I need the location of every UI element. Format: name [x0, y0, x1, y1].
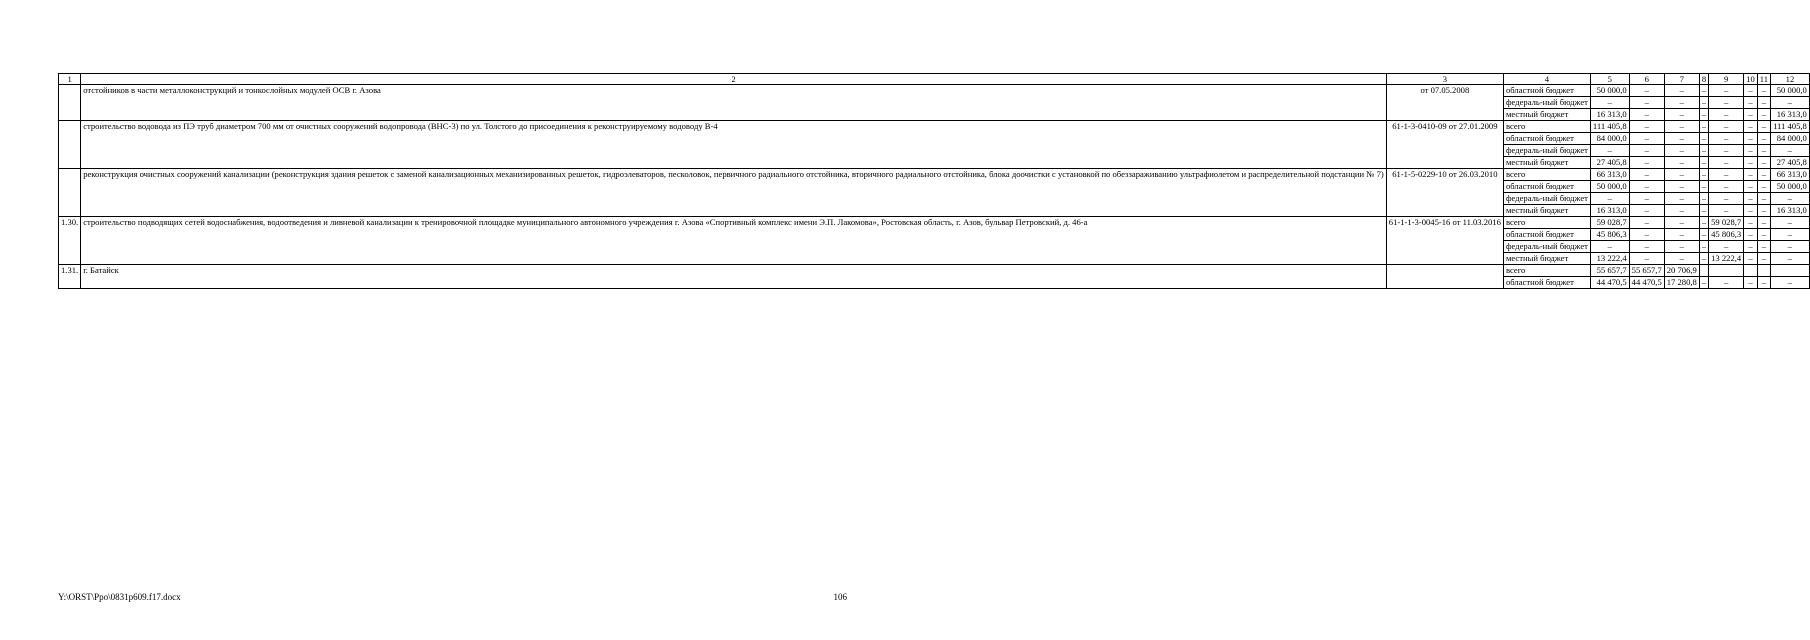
funding-source: областной бюджет	[1503, 133, 1590, 145]
amount-cell: 13 222,4	[1709, 253, 1744, 265]
amount-cell: 16 313,0	[1590, 205, 1629, 217]
amount-cell: –	[1744, 133, 1758, 145]
amount-cell: –	[1757, 157, 1770, 169]
column-header: 6	[1629, 74, 1664, 85]
amount-cell: –	[1664, 181, 1699, 193]
amount-cell: –	[1744, 217, 1758, 229]
project-code: 61-1-5-0229-10 от 26.03.2010	[1386, 169, 1503, 217]
amount-cell: 16 313,0	[1771, 109, 1810, 121]
funding-source: федераль-ный бюджет	[1503, 241, 1590, 253]
amount-cell: –	[1629, 121, 1664, 133]
amount-cell: 59 028,7	[1709, 217, 1744, 229]
amount-cell: –	[1629, 193, 1664, 205]
amount-cell	[1744, 265, 1758, 277]
amount-cell: –	[1744, 97, 1758, 109]
amount-cell: 84 000,0	[1590, 133, 1629, 145]
amount-cell: –	[1699, 85, 1708, 97]
funding-source: местный бюджет	[1503, 157, 1590, 169]
amount-cell: –	[1629, 157, 1664, 169]
amount-cell: –	[1629, 217, 1664, 229]
column-header: 12	[1771, 74, 1810, 85]
amount-cell: 16 313,0	[1590, 109, 1629, 121]
column-header: 5	[1590, 74, 1629, 85]
amount-cell: –	[1744, 145, 1758, 157]
funding-source: всего	[1503, 121, 1590, 133]
amount-cell: –	[1771, 229, 1810, 241]
column-header: 9	[1709, 74, 1744, 85]
amount-cell: 27 405,8	[1590, 157, 1629, 169]
amount-cell: –	[1629, 241, 1664, 253]
amount-cell: 16 313,0	[1771, 205, 1810, 217]
amount-cell: 84 000,0	[1771, 133, 1810, 145]
project-code: 61-1-1-3-0045-16 от 11.03.2016	[1386, 217, 1503, 265]
row-index	[59, 169, 81, 217]
amount-cell: –	[1699, 145, 1708, 157]
project-code: 61-1-3-0410-09 от 27.01.2009	[1386, 121, 1503, 169]
funding-source: федераль-ный бюджет	[1503, 145, 1590, 157]
project-description: строительство подводящих сетей водоснабжения, водоотведения и ливневой канализации к тренировочной площадке муниципального автономного учреждения г. Азова «Спортивный комплекс имени Э.П. Лакомова», Ростовская область, г. Азов, бульвар Петровский, д. 46-а	[81, 217, 1387, 265]
amount-cell: 17 280,8	[1664, 277, 1699, 289]
amount-cell: –	[1744, 193, 1758, 205]
amount-cell: –	[1629, 109, 1664, 121]
amount-cell: –	[1709, 169, 1744, 181]
amount-cell: –	[1709, 109, 1744, 121]
amount-cell: –	[1699, 133, 1708, 145]
amount-cell: –	[1757, 193, 1770, 205]
amount-cell: –	[1699, 277, 1708, 289]
amount-cell: –	[1744, 241, 1758, 253]
amount-cell: –	[1771, 241, 1810, 253]
amount-cell: –	[1771, 217, 1810, 229]
amount-cell: –	[1771, 145, 1810, 157]
amount-cell: –	[1744, 121, 1758, 133]
funding-source: федераль-ный бюджет	[1503, 97, 1590, 109]
amount-cell: 66 313,0	[1771, 169, 1810, 181]
amount-cell: –	[1757, 277, 1770, 289]
amount-cell	[1699, 265, 1708, 277]
project-description: реконструкция очистных сооружений канализации (реконструкция здания решеток с заменой канализационных механизированных решеток, гидроэлеваторов, песколовок, первичного радиального отстойника, вторичного радиального отстойника, блока доочистки с установкой по обеззараживанию ультрафиолетом и распределительной подстанции № 7)	[81, 169, 1387, 217]
amount-cell: –	[1709, 277, 1744, 289]
amount-cell: –	[1757, 181, 1770, 193]
amount-cell: –	[1744, 157, 1758, 169]
amount-cell: –	[1771, 253, 1810, 265]
table-row	[59, 85, 1810, 97]
amount-cell: –	[1664, 121, 1699, 133]
amount-cell: –	[1590, 145, 1629, 157]
amount-cell: –	[1699, 157, 1708, 169]
amount-cell: –	[1771, 97, 1810, 109]
amount-cell: –	[1664, 85, 1699, 97]
amount-cell: –	[1709, 85, 1744, 97]
amount-cell: –	[1744, 253, 1758, 265]
row-index: 1.30.	[59, 217, 81, 265]
amount-cell: 111 405,8	[1771, 121, 1810, 133]
amount-cell: –	[1629, 229, 1664, 241]
funding-source: областной бюджет	[1503, 85, 1590, 97]
amount-cell: –	[1590, 97, 1629, 109]
amount-cell: –	[1744, 109, 1758, 121]
amount-cell: –	[1709, 205, 1744, 217]
amount-cell: –	[1590, 241, 1629, 253]
funding-source: областной бюджет	[1503, 181, 1590, 193]
amount-cell: 50 000,0	[1590, 85, 1629, 97]
amount-cell: –	[1757, 121, 1770, 133]
project-description: г. Батайск	[81, 265, 1387, 289]
table-row	[59, 265, 1810, 277]
amount-cell: 44 470,5	[1629, 277, 1664, 289]
amount-cell	[1757, 265, 1770, 277]
project-code: от 07.05.2008	[1386, 85, 1503, 121]
amount-cell: –	[1629, 145, 1664, 157]
amount-cell: –	[1699, 97, 1708, 109]
funding-source: местный бюджет	[1503, 109, 1590, 121]
amount-cell: –	[1699, 169, 1708, 181]
footer-file-path: Y:\ORST\Ppo\0831p609.f17.docx	[58, 592, 181, 602]
funding-source: областной бюджет	[1503, 277, 1590, 289]
amount-cell	[1709, 265, 1744, 277]
amount-cell: –	[1757, 253, 1770, 265]
amount-cell: –	[1757, 133, 1770, 145]
amount-cell: 55 657,7	[1629, 265, 1664, 277]
amount-cell: –	[1699, 121, 1708, 133]
amount-cell: –	[1664, 109, 1699, 121]
amount-cell: –	[1664, 205, 1699, 217]
amount-cell: 111 405,8	[1590, 121, 1629, 133]
amount-cell: –	[1664, 157, 1699, 169]
amount-cell: –	[1664, 193, 1699, 205]
column-header: 3	[1386, 74, 1503, 85]
amount-cell: –	[1709, 181, 1744, 193]
amount-cell: 59 028,7	[1590, 217, 1629, 229]
amount-cell: 50 000,0	[1771, 85, 1810, 97]
amount-cell: –	[1699, 205, 1708, 217]
funding-source: областной бюджет	[1503, 229, 1590, 241]
amount-cell: –	[1757, 241, 1770, 253]
project-description: отстойников в части металлоконструкций и тонкослойных модулей ОСВ г. Азова	[81, 85, 1387, 121]
amount-cell: 45 806,3	[1590, 229, 1629, 241]
amount-cell: –	[1699, 109, 1708, 121]
column-header: 10	[1744, 74, 1758, 85]
funding-source: всего	[1503, 265, 1590, 277]
amount-cell: –	[1757, 109, 1770, 121]
project-code	[1386, 265, 1503, 289]
amount-cell: –	[1757, 97, 1770, 109]
amount-cell: –	[1744, 205, 1758, 217]
amount-cell	[1771, 265, 1810, 277]
amount-cell: 50 000,0	[1771, 181, 1810, 193]
row-index	[59, 121, 81, 169]
column-header: 8	[1699, 74, 1708, 85]
amount-cell: –	[1664, 169, 1699, 181]
amount-cell: –	[1709, 193, 1744, 205]
amount-cell: –	[1757, 217, 1770, 229]
amount-cell: 45 806,3	[1709, 229, 1744, 241]
amount-cell: –	[1709, 97, 1744, 109]
table-row	[59, 121, 1810, 133]
amount-cell: –	[1664, 229, 1699, 241]
amount-cell: 44 470,5	[1590, 277, 1629, 289]
amount-cell: 50 000,0	[1590, 181, 1629, 193]
column-header: 7	[1664, 74, 1699, 85]
amount-cell: –	[1629, 169, 1664, 181]
amount-cell: 13 222,4	[1590, 253, 1629, 265]
funding-source: местный бюджет	[1503, 205, 1590, 217]
amount-cell: –	[1699, 193, 1708, 205]
amount-cell: 27 405,8	[1771, 157, 1810, 169]
amount-cell: –	[1709, 121, 1744, 133]
amount-cell: –	[1757, 145, 1770, 157]
amount-cell: –	[1744, 229, 1758, 241]
funding-source: местный бюджет	[1503, 253, 1590, 265]
amount-cell: –	[1757, 169, 1770, 181]
table-row	[59, 217, 1810, 229]
amount-cell: –	[1629, 253, 1664, 265]
amount-cell: –	[1664, 133, 1699, 145]
column-header: 1	[59, 74, 81, 85]
amount-cell: –	[1757, 229, 1770, 241]
column-header: 4	[1503, 74, 1590, 85]
column-header: 11	[1757, 74, 1770, 85]
amount-cell: –	[1709, 133, 1744, 145]
amount-cell: –	[1757, 85, 1770, 97]
amount-cell: –	[1699, 241, 1708, 253]
amount-cell: –	[1629, 205, 1664, 217]
amount-cell: –	[1699, 181, 1708, 193]
amount-cell: –	[1699, 217, 1708, 229]
amount-cell: –	[1757, 205, 1770, 217]
amount-cell: –	[1664, 241, 1699, 253]
amount-cell: –	[1771, 277, 1810, 289]
funding-source: всего	[1503, 169, 1590, 181]
amount-cell: –	[1709, 157, 1744, 169]
amount-cell: –	[1629, 181, 1664, 193]
amount-cell: 20 706,9	[1664, 265, 1699, 277]
budget-table	[58, 73, 1810, 289]
amount-cell: –	[1664, 97, 1699, 109]
page-number: 106	[833, 592, 847, 602]
amount-cell: –	[1771, 193, 1810, 205]
row-index: 1.31.	[59, 265, 81, 289]
table-header-row	[59, 74, 1810, 85]
amount-cell: –	[1744, 181, 1758, 193]
amount-cell: –	[1664, 145, 1699, 157]
column-header: 2	[81, 74, 1387, 85]
amount-cell: 66 313,0	[1590, 169, 1629, 181]
amount-cell: –	[1744, 169, 1758, 181]
table-body	[59, 85, 1810, 289]
amount-cell: 55 657,7	[1590, 265, 1629, 277]
funding-source: федераль-ный бюджет	[1503, 193, 1590, 205]
amount-cell: –	[1664, 253, 1699, 265]
project-description: строительство водовода из ПЭ труб диаметром 700 мм от очистных сооружений водопровода (ВНС-3) по ул. Толстого до присоединения к реконструируемому водоводу В-4	[81, 121, 1387, 169]
amount-cell: –	[1629, 97, 1664, 109]
amount-cell: –	[1709, 145, 1744, 157]
amount-cell: –	[1590, 193, 1629, 205]
amount-cell: –	[1629, 133, 1664, 145]
row-index	[59, 85, 81, 121]
amount-cell: –	[1629, 85, 1664, 97]
funding-source: всего	[1503, 217, 1590, 229]
amount-cell: –	[1744, 85, 1758, 97]
amount-cell: –	[1699, 253, 1708, 265]
amount-cell: –	[1709, 241, 1744, 253]
amount-cell: –	[1664, 217, 1699, 229]
table-row	[59, 169, 1810, 181]
amount-cell: –	[1744, 277, 1758, 289]
amount-cell: –	[1699, 229, 1708, 241]
